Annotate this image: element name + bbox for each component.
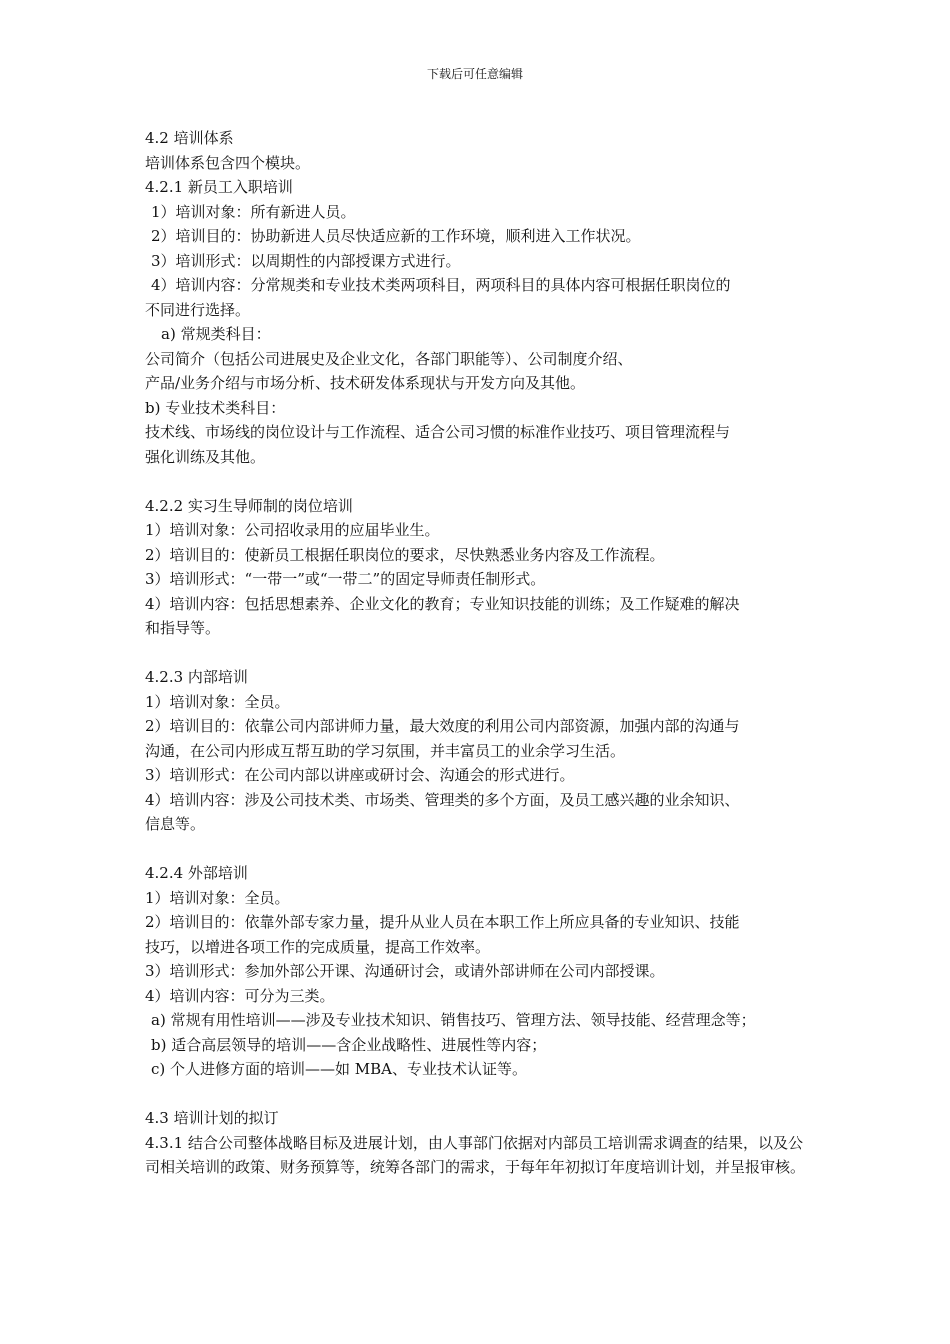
list-item: 3）培训形式：参加外部公开课、沟通研讨会，或请外部讲师在公司内部授课。	[145, 962, 665, 980]
sub-list-item: b) 专业技术类科目：	[145, 398, 286, 417]
sub-list-item: a) 常规有用性培训——涉及专业技术知识、销售技巧、管理方法、领导技能、经营理念等；	[151, 1011, 756, 1029]
spacer	[145, 469, 810, 494]
paragraph: 强化训练及其他。	[145, 447, 266, 466]
list-item: 4）培训内容：可分为三类。	[145, 986, 335, 1005]
list-item: 2）培训目的：使新员工根据任职岗位的要求，尽快熟悉业务内容及工作流程。	[145, 545, 665, 564]
spacer	[145, 1082, 810, 1107]
list-item: 1）培训对象：公司招收录用的应届毕业生。	[145, 521, 440, 539]
list-item: 2）培训目的：依靠公司内部讲师力量，最大效度的利用公司内部资源，加强内部的沟通与	[145, 717, 740, 735]
list-item: 3）培训形式：以周期性的内部授课方式进行。	[151, 251, 461, 270]
list-item: 4）培训内容：涉及公司技术类、市场类、管理类的多个方面，及员工感兴趣的业余知识、	[145, 790, 740, 809]
page-header: 下载后可任意编辑	[426, 67, 523, 81]
list-item: 1）培训对象：全员。	[145, 692, 290, 711]
sub-list-item: c) 个人进修方面的培训——如 MBA、专业技术认证等。	[151, 1060, 528, 1078]
document-body	[145, 126, 810, 1180]
list-item: 3）培训形式：在公司内部以讲座或研讨会、沟通会的形式进行。	[145, 766, 575, 784]
subsection-heading: 4.2.1 新员工入职培训	[145, 178, 293, 196]
list-item: 1）培训对象：所有新进人员。	[151, 202, 356, 221]
paragraph: 4.3.1 结合公司整体战略目标及进展计划，由人事部门依据对内部员工培训需求调查的结果，以及公司相关培训的政策、财务预算等，统筹各部门的需求，于每年年初拟订年度培训计划，并呈报审核。	[145, 1133, 806, 1176]
sub-list-item: a) 常规类科目：	[161, 325, 271, 343]
list-item-continuation: 技巧，以增进各项工作的完成质量，提高工作效率。	[145, 937, 491, 956]
section-heading: 4.3 培训计划的拟订	[145, 1109, 279, 1127]
list-item: 3）培训形式：“一带一”或“一带二”的固定导师责任制形式。	[145, 570, 546, 588]
list-item-continuation: 和指导等。	[145, 619, 221, 637]
list-item: 2）培训目的：协助新进人员尽快适应新的工作环境，顺利进入工作状况。	[151, 227, 641, 245]
subsection-heading: 4.2.2 实习生导师制的岗位培训	[145, 496, 353, 515]
section-heading: 4.2 培训体系	[145, 129, 234, 147]
paragraph: 公司简介（包括公司进展史及企业文化，各部门职能等）、公司制度介绍、	[145, 349, 633, 368]
sub-list-item: b) 适合高层领导的培训——含企业战略性、进展性等内容；	[151, 1035, 547, 1054]
list-item: 4）培训内容：包括思想素养、企业文化的教育；专业知识技能的训练；及工作疑难的解决	[145, 594, 740, 613]
list-item: 1）培训对象：全员。	[145, 888, 290, 907]
paragraph: 技术线、市场线的岗位设计与工作流程、适合公司习惯的标准作业技巧、项目管理流程与	[145, 423, 731, 441]
list-item: 2）培训目的：依靠外部专家力量，提升从业人员在本职工作上所应具备的专业知识、技能	[145, 913, 740, 931]
subsection-heading: 4.2.4 外部培训	[145, 864, 248, 882]
spacer	[145, 837, 810, 862]
paragraph: 培训体系包含四个模块。	[145, 153, 311, 172]
paragraph: 产品/业务介绍与市场分析、技术研发体系现状与开发方向及其他。	[145, 374, 586, 392]
list-item-continuation: 不同进行选择。	[145, 300, 251, 319]
list-item-continuation: 沟通，在公司内形成互帮互助的学习氛围，并丰富员工的业余学习生活。	[145, 741, 626, 760]
list-item-continuation: 信息等。	[145, 815, 206, 833]
spacer	[145, 641, 810, 666]
subsection-heading: 4.2.3 内部培训	[145, 668, 248, 686]
list-item: 4）培训内容：分常规类和专业技术类两项科目，两项科目的具体内容可根据任职岗位的	[151, 276, 731, 294]
